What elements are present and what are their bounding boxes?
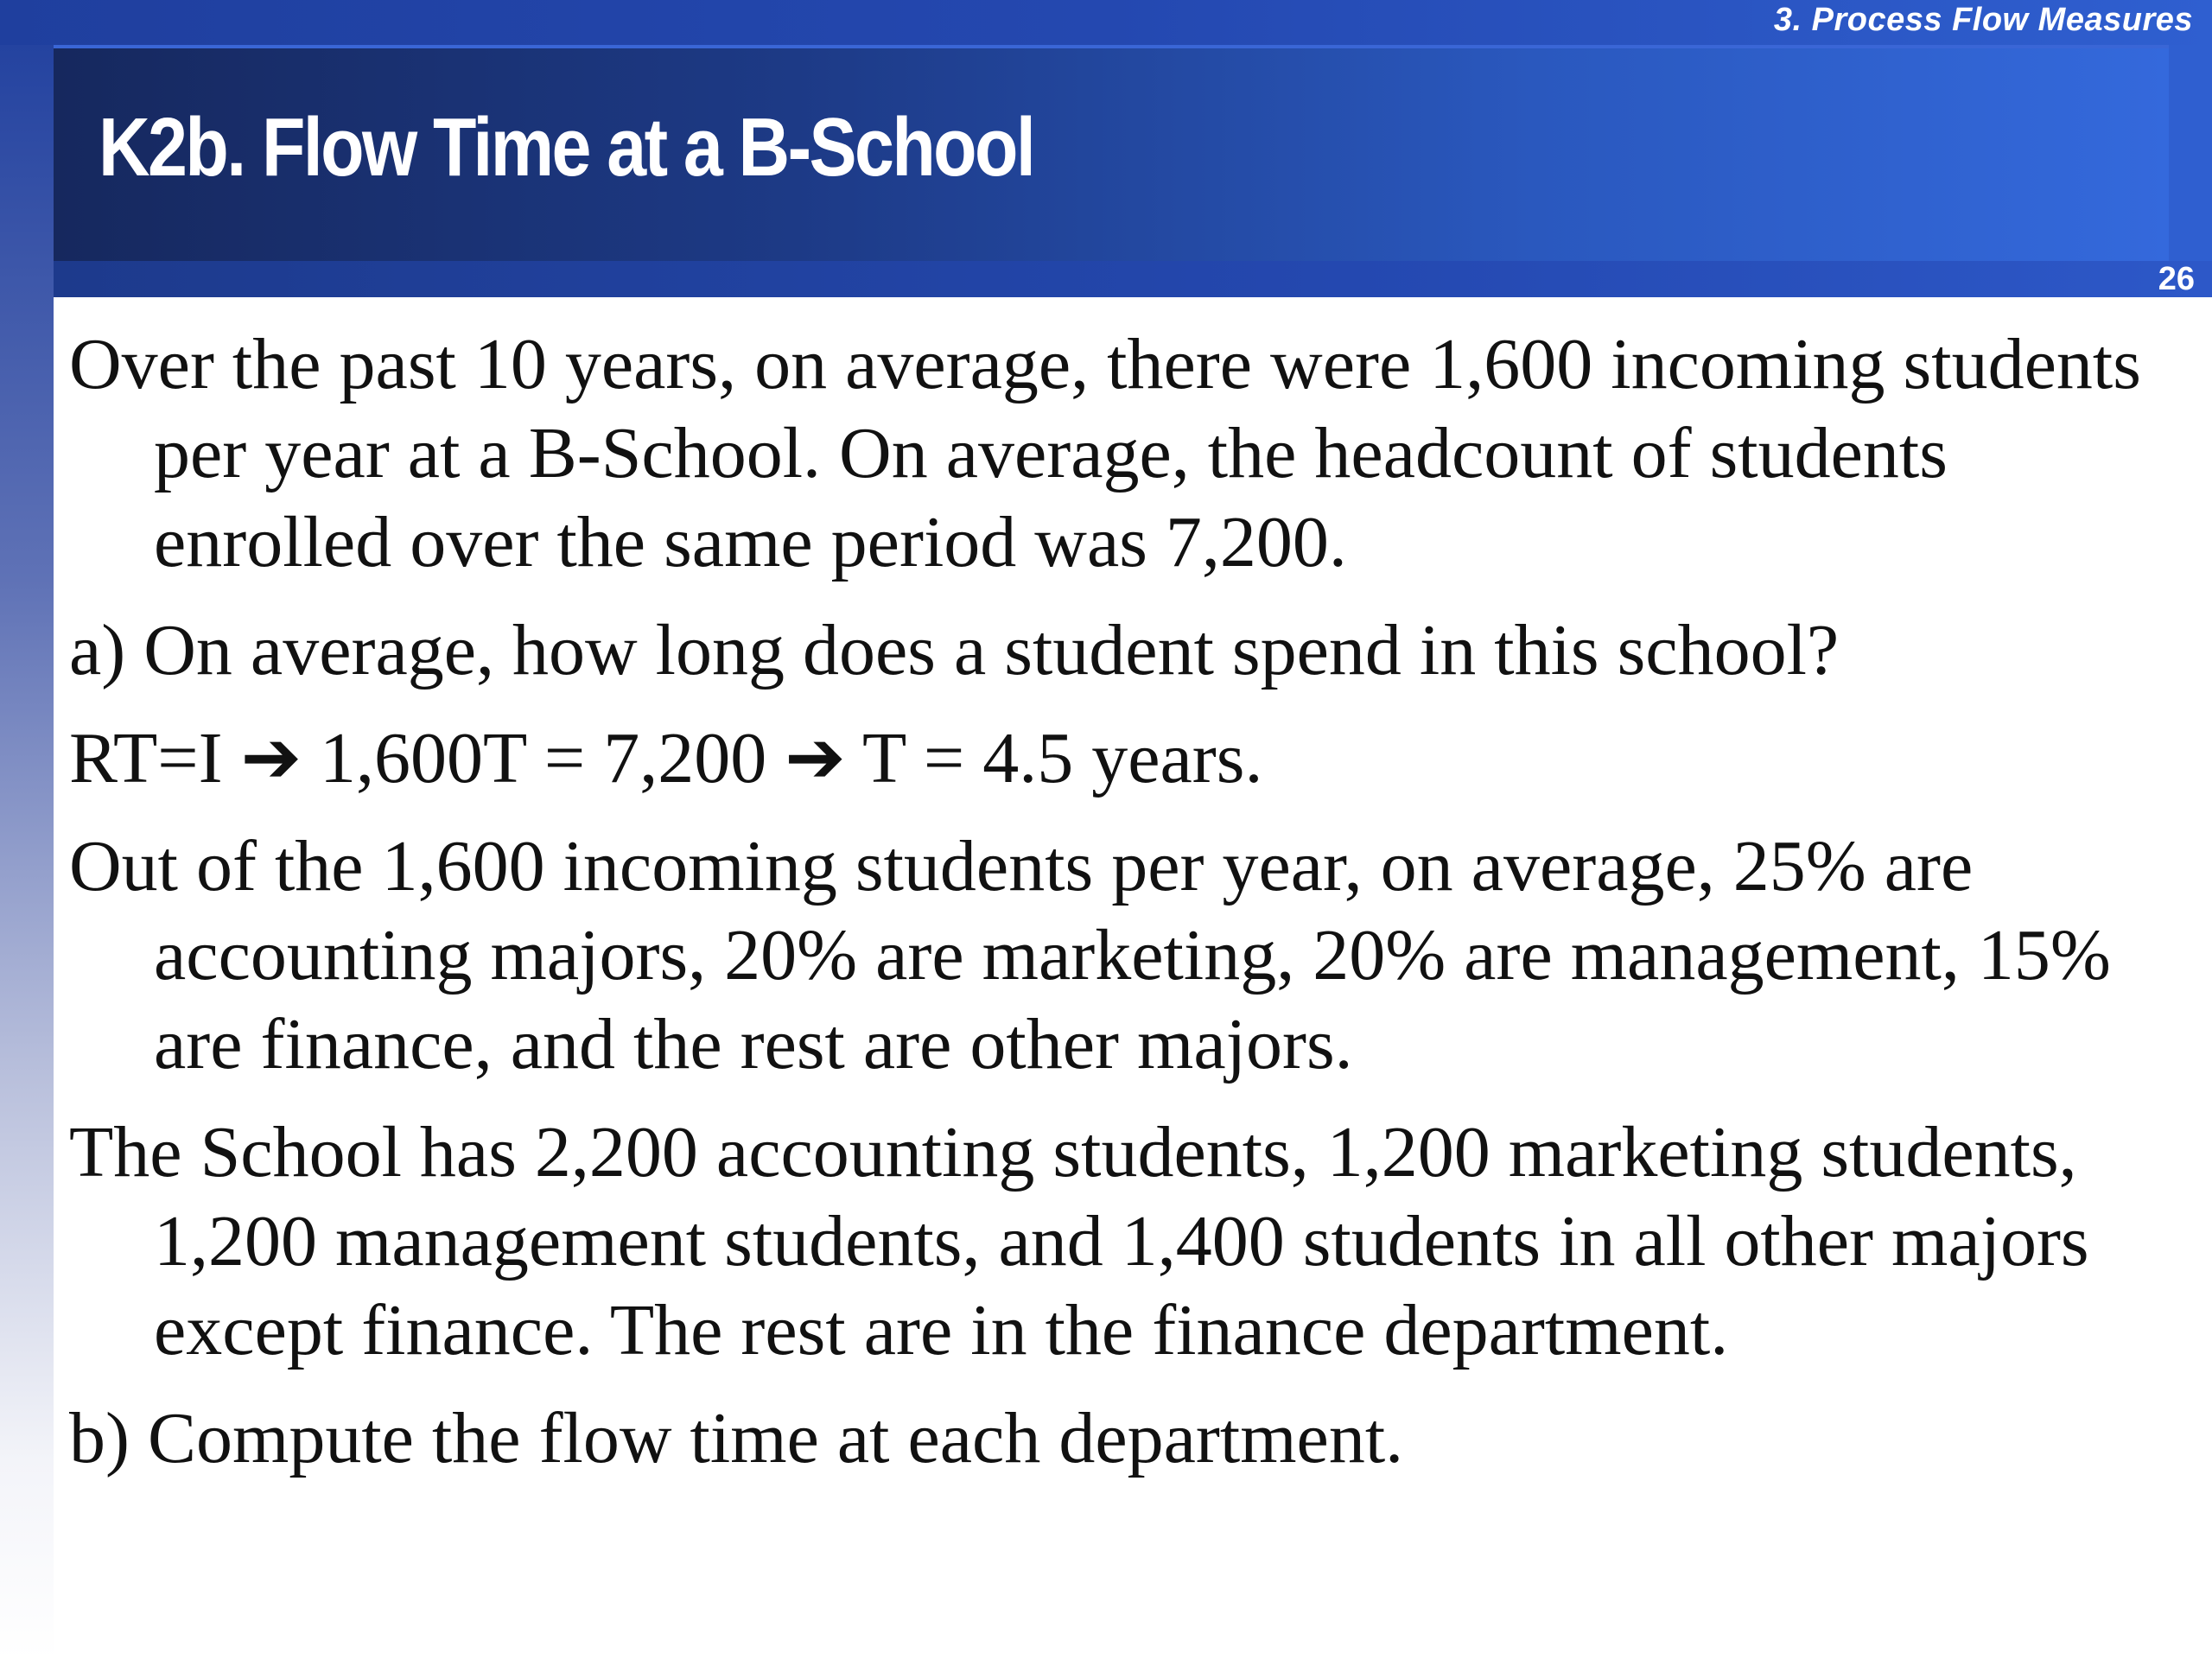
top-band [0, 0, 2212, 45]
slide-title: K2b. Flow Time at a B-School [99, 101, 1034, 194]
right-band [2169, 45, 2212, 261]
paragraph-intro: Over the past 10 years, on average, there were 1,600 incoming students per year at a B-School. On average, the headcount of students enrolled over the same period was 7,200. [69, 324, 2141, 582]
left-gradient-strip [0, 0, 54, 1659]
sub-band [54, 261, 2212, 297]
section-label: 3. Process Flow Measures [1773, 2, 2193, 38]
answer-a: RT=I ➔ 1,600T = 7,200 ➔ T = 4.5 years. [69, 718, 1263, 798]
paragraph-enrollment: The School has 2,200 accounting students, 1,200 marketing students, 1,200 management students, and 1,400 students in all other majors except finance. The rest are in the finance department. [69, 1112, 2089, 1370]
question-a: a) On average, how long does a student spend in this school? [69, 610, 1840, 690]
title-box [54, 45, 2169, 261]
paragraph-majors: Out of the 1,600 incoming students per year, on average, 25% are accounting majors, 20% are marketing, 20% are management, 15% are finance, and the rest are other majors. [69, 826, 2111, 1084]
question-b: b) Compute the flow time at each department. [69, 1398, 1404, 1478]
page-number: 26 [2158, 261, 2195, 297]
slide-body [69, 320, 2186, 1502]
